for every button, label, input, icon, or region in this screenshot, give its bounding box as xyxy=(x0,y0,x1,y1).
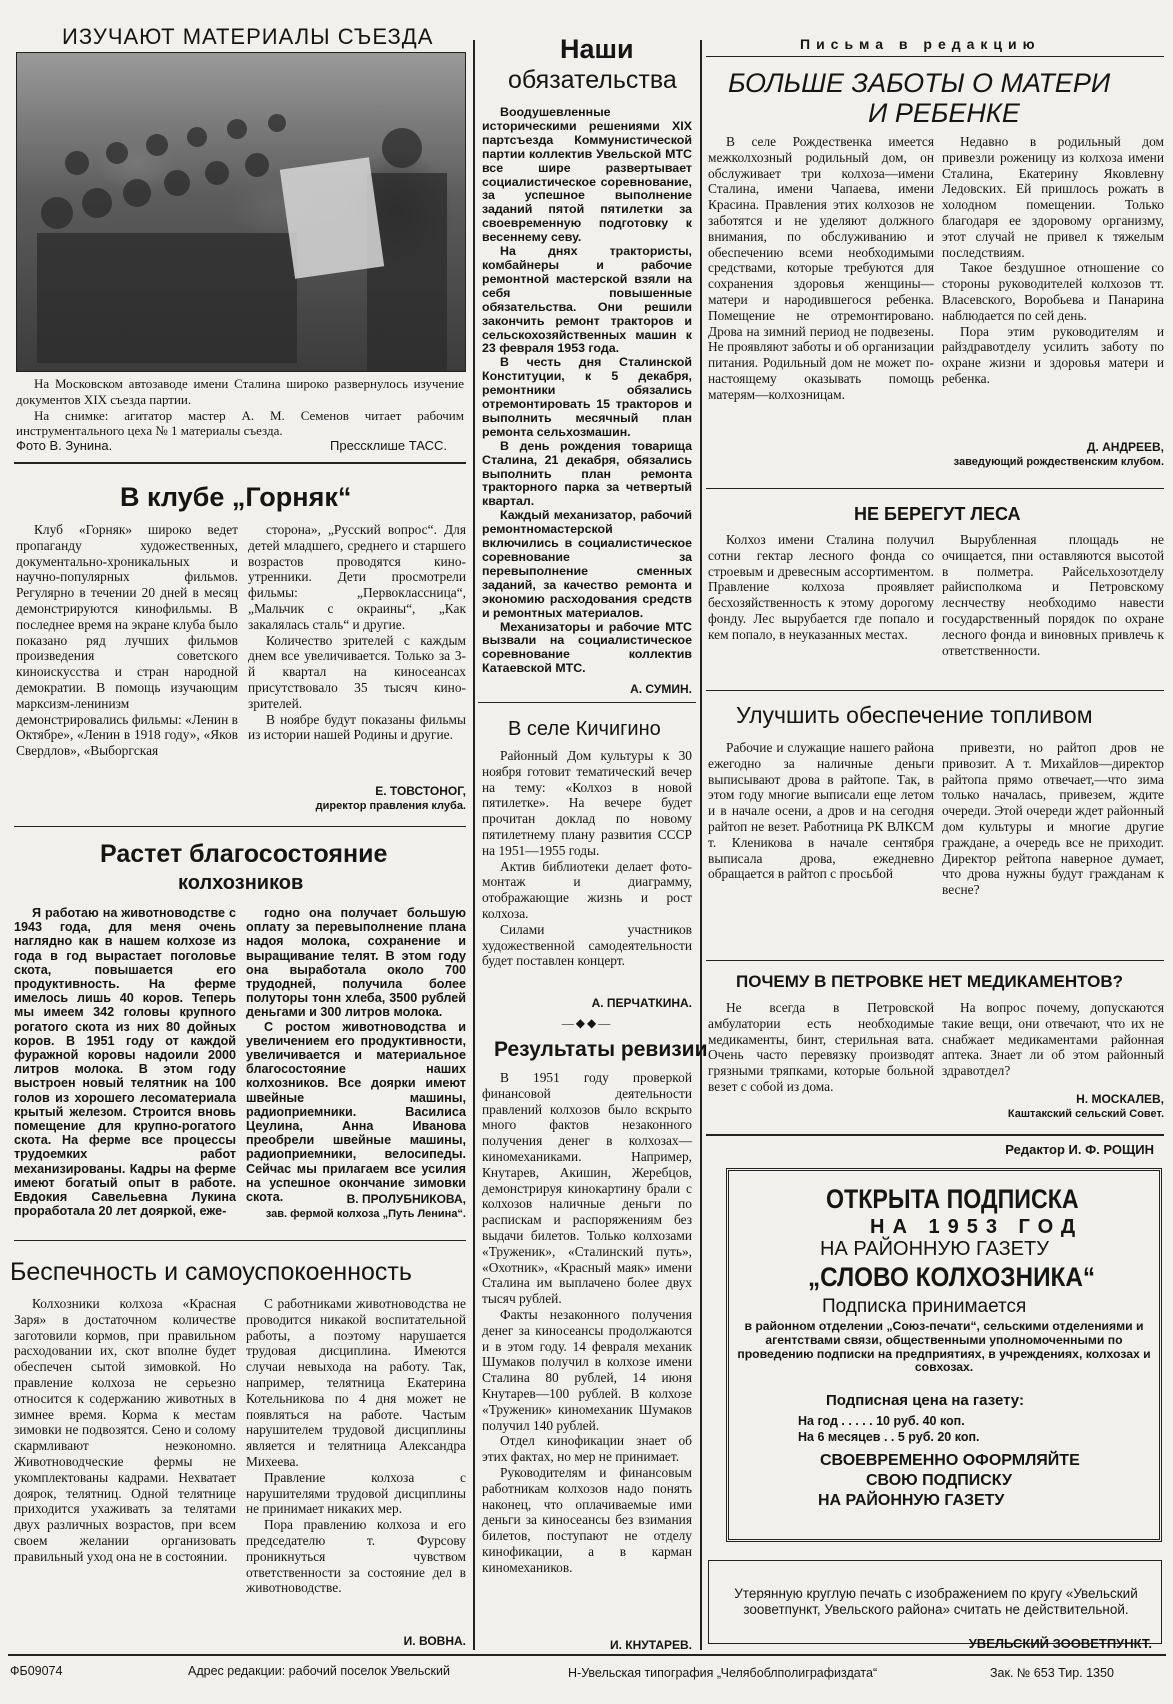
club-right-paragraph-2: Количество зрителей с каждым днем все увеличивается. Только за 3-й квартал на киносеансах присутствовало 35 тысяч кино-зрителей. xyxy=(248,632,466,711)
kichigino-paragraph-3: Силами участников художественной самодеятельности будет поставлен концерт. xyxy=(482,921,692,969)
ad-line-4: „СЛОВО КОЛХОЗНИКА“ xyxy=(808,1262,1096,1292)
footer-printer: Н-Увельская типография „Челябоблполиграфиздата“ xyxy=(568,1666,878,1680)
fuel-left-paragraph: Рабочие и служащие нашего района ежегодно за наличные деньги выписывают дрова в райтопе. Так, в этом году многие выписали еще летом и в начале осени, а дров и на сегодня райтоп не везет. Работница РК ВЛКСМ т. Кленикова в начале сентября выписала дрова, ежедневно обращается в райтоп с просьбой xyxy=(708,740,934,882)
mother-right-paragraph-3: Пора этим руководителям и райздравотделу усилить заботу по охране жизни и здоровья матери и ребенка. xyxy=(942,323,1164,386)
prosperity-title-2: колхозников xyxy=(178,872,304,894)
club-sig-name: Е. ТОВСТОНОГ, xyxy=(375,784,466,798)
med-left-text xyxy=(708,1000,934,1122)
prosperity-signature xyxy=(246,1192,466,1222)
careless-right-paragraph-2: Правление колхоза с нарушителями трудовой дисциплины не принимает никаких мер. xyxy=(246,1469,466,1517)
prosperity-sig-name: В. ПРОЛУБНИКОВА, xyxy=(346,1192,466,1206)
careless-signature: И. ВОВНА. xyxy=(403,1634,466,1648)
prosperity-title-1: Растет благосостояние xyxy=(100,840,388,868)
careless-right-paragraph-3: Пора правлению колхоза и его председателю т. Фурсову проникнуться чувством ответственности за состояние дел в животноводстве. xyxy=(246,1517,466,1596)
audit-paragraph-2: Факты незаконного получения денег за киносеансы продолжаются и в этом году. 14 февраля механик Шумаков получил в колхозе имени Сталина 80 рублей, 14 июня Кнутарев—100 рублей. В колхозе «Труженик» киномеханик Шумаков получил 140 рублей. xyxy=(482,1306,692,1433)
club-sig-title: директор правления клуба. xyxy=(315,800,466,812)
forest-left-paragraph: Колхоз имени Сталина получил сотни гектар лесного фонда со строевым и древесным ассортиментом. Правление колхоза проявляет бесхозяйственность к этому дорогому фонду. Лес вырубается где попало и кем попало, в неуказанных местах. xyxy=(708,532,934,642)
rule-after-prosperity xyxy=(14,1240,466,1241)
ornament-divider: —◆◆— xyxy=(561,1016,613,1030)
careless-title: Беспечность и самоуспокоенность xyxy=(10,1258,412,1286)
photo-header: ИЗУЧАЮТ МАТЕРИАЛЫ СЪЕЗДА xyxy=(62,24,434,49)
audit-paragraph-3: Отдел кинофикации знает об этих фактах, но мер не принимает. xyxy=(482,1433,692,1465)
photo-credit-right: Прессклише ТАСС. xyxy=(330,438,448,453)
audit-paragraph-4: Руководителям и финансовым работникам колхозов надо понять наконец, что оплачиваемые ими деньги за киносеансы без взимания билетов, поступают не отделу кинофикации, а в карман киномехаников. xyxy=(482,1464,692,1575)
audit-text xyxy=(482,1070,692,1638)
careless-right-text xyxy=(246,1296,466,1630)
forest-title: НЕ БЕРЕГУТ ЛЕСА xyxy=(854,504,1021,524)
mother-right-text xyxy=(942,134,1164,436)
mother-right-paragraph-1: Недавно в родильный дом привезли роженицу из колхоза имени Сталина, Екатерину Яковлевну Ледовских. Ей пришлось рожать в холодном помещении. Только благодаря ее здоровому организму, этот случай не привел к тяжелым последствиям. xyxy=(942,134,1164,260)
letters-kicker: Письма в редакцию xyxy=(800,36,1041,52)
column-rule-2 xyxy=(700,40,702,1650)
footer-code: ФБ09074 xyxy=(10,1664,63,1678)
careless-left-paragraph: Колхозники колхоза «Красная Заря» в достаточном количестве заготовили кормов, при правильном расходовании их, скот вполне будет обеспечен сытой зимовкой. Но правление колхоза не серьезно относится к содержанию животных в зимнее время. Корма к местам зимовки не подвозятся. Сено и солому скармливают неэкономно. Животноводческие фермы не укомплектованы кадрами. Нехватает доярок, телятниц. Одной телятнице приходится ухаживать за телятами двух различных возрастов, при всем своем желании организовать правильный уход она не в состоянии. xyxy=(14,1296,236,1564)
prosperity-right-paragraph-1: годно она получает большую оплату за перевыполнение плана надоя молока, сохранение и выращивание телят. В этом году она выработала около 700 трудодней, получила более полуторы тонн хлеба, 3500 рублей деньгами и 300 литров молока. xyxy=(246,906,466,1020)
mother-title-1: БОЛЬШЕ ЗАБОТЫ О МАТЕРИ xyxy=(728,68,1111,98)
footer-rule xyxy=(8,1654,1166,1656)
mother-left-paragraph: В селе Рождественка имеется межколхозный родильный дом, он обслуживает три колхоза—имени Сталина, имени Чапаева, имени Красина. Правления этих колхозов не заботятся и не уделяют должного внимания, по обслуживанию и обеспечению всеми необходимыми средствами, которые требуются для сохранения здоровья женщины—матери и народившегося ребенка. Помещение не отремонтировано. Дрова на зимний период не подвезены. Не проявляют заботы и об организации питания. Родильный дом не может по-настоящему оказывать помощь матерям—колхозницам. xyxy=(708,134,934,402)
pledge-paragraph-5: Каждый механизатор, рабочий ремонтномастерской включились в социалистическое соревнование за перевыполнение сменных заданий, за качество ремонта и экономию расходования средств и ремонтных материалов. xyxy=(482,508,692,620)
rule-after-mother xyxy=(706,488,1164,489)
med-left-paragraph: Не всегда в Петровской амбулатории есть необходимые медикаменты, бинт, стерильная вата. Очень часто перевязку производят грязными тряпками, которые больной везет с собой из дома. xyxy=(708,1000,934,1094)
club-right-paragraph-1: сторона», „Русский вопрос“. Для детей младшего, среднего и старшего возрастов проводятся кино-утренники. Дети просмотрели фильмы: „Первоклассница“, „Мальчик с окраины“, „Как закалялась сталь“ и другие. xyxy=(248,522,466,632)
notice-signature: УВЕЛЬСКИЙ ЗООВЕТПУНКТ. xyxy=(968,1636,1152,1651)
fuel-left-text xyxy=(708,740,934,958)
med-signature xyxy=(942,1092,1164,1122)
ad-line-3: НА РАЙОННУЮ ГАЗЕТУ xyxy=(820,1238,1049,1260)
audit-paragraph-1: В 1951 году проверкой финансовой деятельности правлений колхозов было вскрыто много фактов незаконного получения денег в колхозах—киномеханиками. Например, Кнутарев, Акишин, Жеребцов, демонстрируя кинокартину брали с колхозов наличные деньги по распискам и распоряжениям без выдачи билетов. Только колхозами «Труженик», «Сталинский путь», «Охотник», «Красный маяк» имени Сталина им выплачено более двух тысяч рублей. xyxy=(482,1070,692,1307)
med-title: ПОЧЕМУ В ПЕТРОВКЕ НЕТ МЕДИКАМЕНТОВ? xyxy=(736,972,1124,991)
ad-line-2: НА 1953 ГОД xyxy=(870,1216,1084,1238)
ad-call-3: НА РАЙОННУЮ ГАЗЕТУ xyxy=(818,1492,1005,1509)
club-left-paragraph: Клуб «Горняк» широко ведет пропаганду художественных, документально-хроникальных и научно-популярных фильмов. Регулярно в течении 20 дней в месяц демонстрируются кинофильмы. В последнее время на экране клуба было показано ряд лучших фильмов произведения советского киноискусства и стран народной демократии. В помощь изучающим марксизм-ленинизм демонстрировались фильмы: «Ленин в Октябре», «Ленин в 1918 году», «Яков Свердлов», «Выборгская xyxy=(16,522,238,759)
photo-credit-left: Фото В. Зунина. xyxy=(16,438,113,453)
photo-caption xyxy=(16,376,464,439)
rule-after-photo xyxy=(14,462,466,464)
forest-left-text xyxy=(708,532,934,682)
club-left-text xyxy=(16,522,238,810)
kichigino-text xyxy=(482,748,692,984)
prosperity-right-paragraph-2: С ростом животноводства и увеличением его продуктивности, увеличивается и материальное благосостояние наших колхозников. Все доярки имеют швейные машины, радиоприемники. Василиса Цеулина, Анна Иванова преобрели швейные машины, радиоприемники, велосипеды. Сейчас мы прилагаем все усилия на успешное окончание зимовки скота. xyxy=(246,1019,466,1205)
photo-caption-1: На Московском автозаводе имени Сталина широко развернулось изучение документов XIX съезда партии. xyxy=(16,376,464,407)
fuel-right-text xyxy=(942,740,1164,958)
mother-sig-title: заведующий рождественским клубом. xyxy=(953,456,1164,468)
mother-title-2: И РЕБЕНКЕ xyxy=(868,98,1020,128)
pledge-title-1: Наши xyxy=(560,34,634,64)
club-title: В клубе „Горняк“ xyxy=(120,482,352,512)
pledge-title-2: обязательства xyxy=(508,66,677,94)
photo-caption-2: На снимке: агитатор мастер А. М. Семенов читает рабочим инструментального цеха № 1 материалы съезда. xyxy=(16,407,464,439)
careless-left-text xyxy=(14,1296,236,1648)
mother-sig-name: Д. АНДРЕЕВ, xyxy=(1086,440,1164,454)
mother-signature xyxy=(942,440,1164,470)
med-sig-title: Каштакский сельский Совет. xyxy=(1007,1108,1164,1120)
prosperity-sig-title: зав. фермой колхоза „Путь Ленина“. xyxy=(265,1208,466,1220)
ad-call-1: СВОЕВРЕМЕННО ОФОРМЛЯЙТЕ xyxy=(820,1452,1080,1469)
ad-price-title: Подписная цена на газету: xyxy=(826,1392,1024,1409)
club-right-text xyxy=(248,522,466,782)
prosperity-left-text xyxy=(14,906,236,1234)
pledge-paragraph-2: На днях трактористы, комбайнеры и рабочие ремонтной мастерской взяли на себя повышенные обязательства. Они решили закончить ремонт тракторов и сельскохозяйственных машин к 23 февраля 1953 года. xyxy=(482,244,692,356)
rule-after-forest xyxy=(706,690,1164,691)
ad-price-1: На год . . . . . 10 руб. 40 коп. xyxy=(798,1414,965,1428)
pledge-paragraph-4: В день рождения товарища Сталина, 21 декабря, обязались выполнить план ремонта тракторного парка за четвертый квартал. xyxy=(482,438,692,509)
footer-address: Адрес редакции: рабочий поселок Увельский xyxy=(188,1664,450,1678)
careless-right-paragraph-1: С работниками животноводства не проводится никакой воспитательной работы, а поэтому нарушается трудовая дисциплина. Имеются случаи невыхода на работу. Так, например, телятница Екатерина Котельникова по 4 дня может не появляться на работе. Частым нарушителем трудовой дисциплины является и телятница Александра Михеева. xyxy=(246,1296,466,1469)
mother-right-paragraph-2: Такое бездушное отношение со стороны руководителей колхозов тт. Власевского, Воробьева и Панарина наблюдается по сей день. xyxy=(942,260,1164,323)
ad-line-5: Подписка принимается xyxy=(822,1296,1027,1317)
med-right-text xyxy=(942,1000,1164,1088)
mother-left-text xyxy=(708,134,934,488)
club-right-paragraph-3: В ноябре будут показаны фильмы из истории нашей Родины и другие. xyxy=(248,711,466,743)
med-sig-name: Н. МОСКАЛЕВ, xyxy=(1076,1092,1164,1106)
pledge-paragraph-1: Воодушевленные историческими решениями XIX партсъезда Коммунистической партии коллектив Увельской МТС все шире развертывает социалистическое соревнование, за успешное выполнение заданий пятой пятилетки за своевременную подготовку к весеннему севу. xyxy=(482,105,692,245)
kichigino-title: В селе Кичигино xyxy=(508,718,661,740)
audit-title: Результаты ревизии xyxy=(494,1038,708,1061)
kichigino-signature: А. ПЕРЧАТКИНА. xyxy=(591,996,692,1010)
rule-after-fuel xyxy=(706,960,1164,961)
audit-signature: И. КНУТАРЕВ. xyxy=(610,1638,692,1652)
club-signature xyxy=(248,784,466,814)
rule-after-club xyxy=(14,826,466,827)
pledge-text xyxy=(482,106,692,680)
pledge-paragraph-3: В честь дня Сталинской Конституции, к 5 декабря, ремонтники обязались отремонтировать 15 тракторов и выполнить месячный план ремонта сельхозмашин. xyxy=(482,355,692,439)
kichigino-paragraph-1: Районный Дом культуры к 30 ноября готовит тематический вечер на тему: «Колхоз в новой пятилетке». На вечере будет прочитан доклад по новому пятилетнему плану развития СССР на 1951—1955 годы. xyxy=(482,748,692,858)
fuel-title: Улучшить обеспечение топливом xyxy=(736,702,1093,728)
ad-line-1: ОТКРЫТА ПОДПИСКА xyxy=(826,1184,1079,1214)
ad-line-6-text: в районном отделении „Союз-печати“, сельскими отделениями и агентствами связи, общественными уполномоченными по проведению подписки на предприятиях, в учреждениях, колхозах и совхозах. xyxy=(737,1319,1151,1375)
rule-before-editor xyxy=(706,1134,1164,1136)
pledge-paragraph-6: Механизаторы и рабочие МТС вызвали на социалистическое соревнование коллектив Катаевской МТС. xyxy=(482,619,692,676)
med-right-paragraph: На вопрос почему, допускаются такие вещи, они отвечают, что их не снабжает медикаментами районная аптека. Знает ли об этом районный здравотдел? xyxy=(942,1000,1164,1079)
forest-right-text xyxy=(942,532,1164,682)
ad-price-2: На 6 месяцев . . 5 руб. 20 коп. xyxy=(798,1430,980,1444)
pledge-signature: А. СУМИН. xyxy=(630,682,692,696)
ad-call-2: СВОЮ ПОДПИСКУ xyxy=(866,1472,1012,1489)
column-rule-1 xyxy=(473,40,475,1650)
footer-order: Зак. № 653 Тир. 1350 xyxy=(990,1666,1114,1680)
notice-text xyxy=(716,1586,1156,1634)
ad-line-6 xyxy=(734,1320,1154,1380)
notice-body: Утерянную круглую печать с изображением по кругу «Увельский зооветпункт, Увельского района» считать не действительной. xyxy=(734,1586,1138,1617)
editor-line: Редактор И. Ф. РОЩИН xyxy=(1005,1142,1154,1157)
prosperity-left-paragraph: Я работаю на животноводстве с 1943 года, для меня очень наглядно как в нашем колхозе из года в год вырастает поголовье скота, повышается его продуктивность. На ферме имелось лишь 40 коров. Теперь мы имеем 342 головы крупного рогатого скота из них 80 дойных коров. В 1951 году от каждой фуражной коровы надоили 2000 литров молока. В этом году выстроен новый телятник на 100 голов из хорошего лесоматериала крытый железом. Строится вновь помещение для крупно-рогатого скота. На ферме все процессы трудоемких работ механизированы. Кадры на ферме имеют богатый опыт в работе. Евдокия Савельевна Лукина проработала 20 лет дояркой, еже- xyxy=(14,906,236,1219)
kicker-rule xyxy=(706,56,1164,57)
kichigino-paragraph-2: Актив библиотеки делает фото-монтаж и диаграмму, отображающие жизнь и рост колхоза. xyxy=(482,858,692,921)
forest-right-paragraph: Вырубленная площадь не очищается, пни оставляются высотой в полметра. Райсельхозотделу райисполкома и Петровскому леснчеству необходимо навести государственный порядок по охране лесного фонда и виновных привлечь к ответственности. xyxy=(942,532,1164,658)
fuel-right-paragraph: привезти, но райтоп дров не привозит. А т. Михайлов—директор райтопа прямо отвечает,—что зима только началась, привезем, ждите очереди. Этой очереди ждет районный дом культуры и многие другие граждане, а очередь все не приходит. Директор рейтопа наверное думает, что дрова нужны будут гражданам к весне? xyxy=(942,740,1164,898)
rule-after-pledge xyxy=(478,702,696,703)
news-photo xyxy=(16,52,466,372)
